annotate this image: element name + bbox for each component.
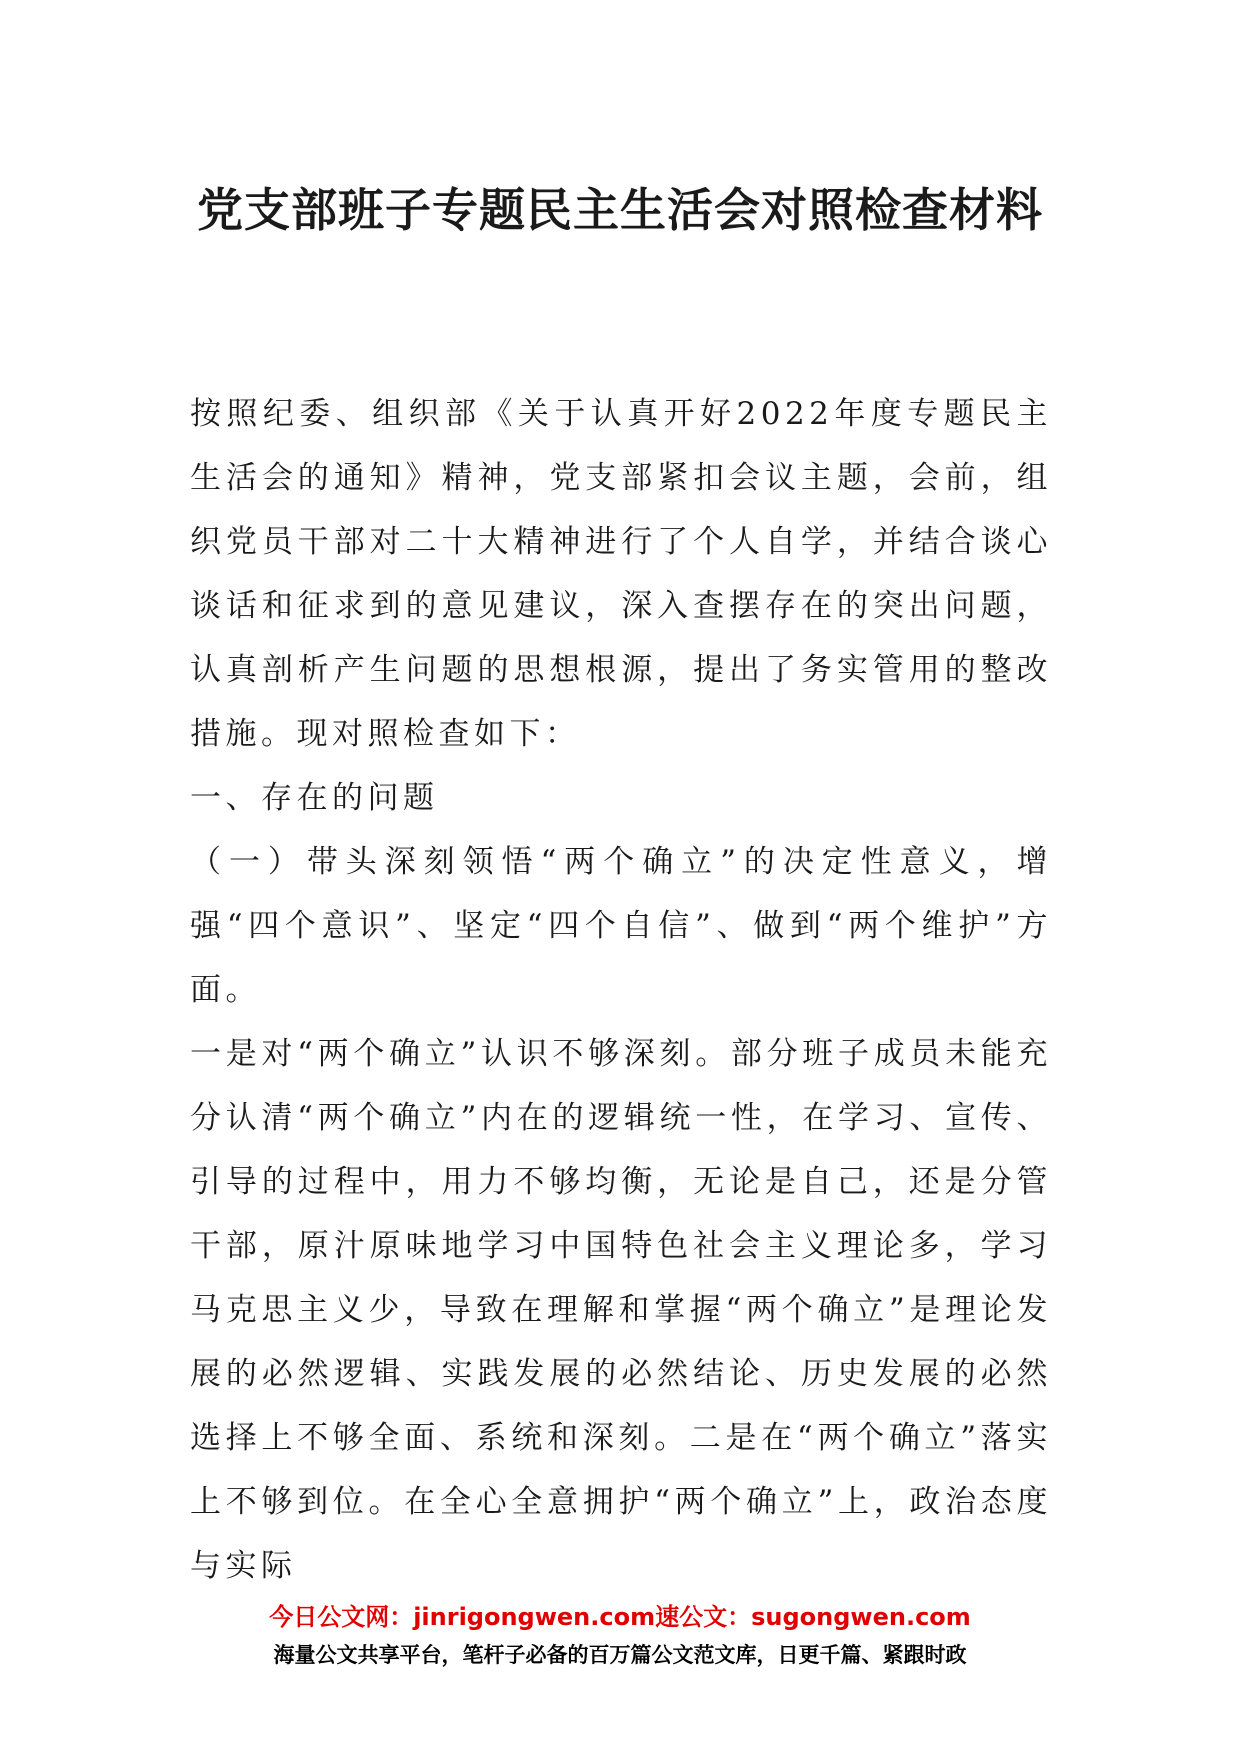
document-body <box>190 382 1052 1598</box>
intro-paragraph: 按照纪委、组织部《关于认真开好2022年度专题民主生活会的通知》精神，党支部紧扣会议主题，会前，组织党员干部对二十大精神进行了个人自学，并结合谈心谈话和征求到的意见建议，深入查摆存在的突出问题，认真剖析产生问题的思想根源，提出了务实管用的整改措施。现对照检查如下： <box>190 396 1052 752</box>
body-paragraph: 一是对“两个确立”认识不够深刻。部分班子成员未能充分认清“两个确立”内在的逻辑统一性，在学习、宣传、引导的过程中，用力不够均衡，无论是自己，还是分管干部，原汁原味地学习中国特色社会主义理论多，学习马克思主义少，导致在理解和掌握“两个确立”是理论发展的必然逻辑、实践发展的必然结论、历史发展的必然选择上不够全面、系统和深刻。二是在“两个确立”落实上不够到位。在全心全意拥护“两个确立”上，政治态度与实际 <box>190 1036 1052 1584</box>
footer-website-line: 今日公文网：jinrigongwen.com速公文：sugongwen.com <box>269 1603 971 1631</box>
document-title: 党支部班子专题民主生活会对照检查材料 <box>197 183 1043 237</box>
watermark-footer <box>0 1600 1240 1670</box>
section-heading: 一、存在的问题 <box>190 780 439 816</box>
subsection-heading: （一）带头深刻领悟“两个确立”的决定性意义，增强“四个意识”、坚定“四个自信”、做到“两个维护”方面。 <box>190 844 1052 1008</box>
footer-slogan-line: 海量公文共享平台，笔杆子必备的百万篇公文范文库，日更千篇、紧跟时政 <box>273 1643 967 1667</box>
